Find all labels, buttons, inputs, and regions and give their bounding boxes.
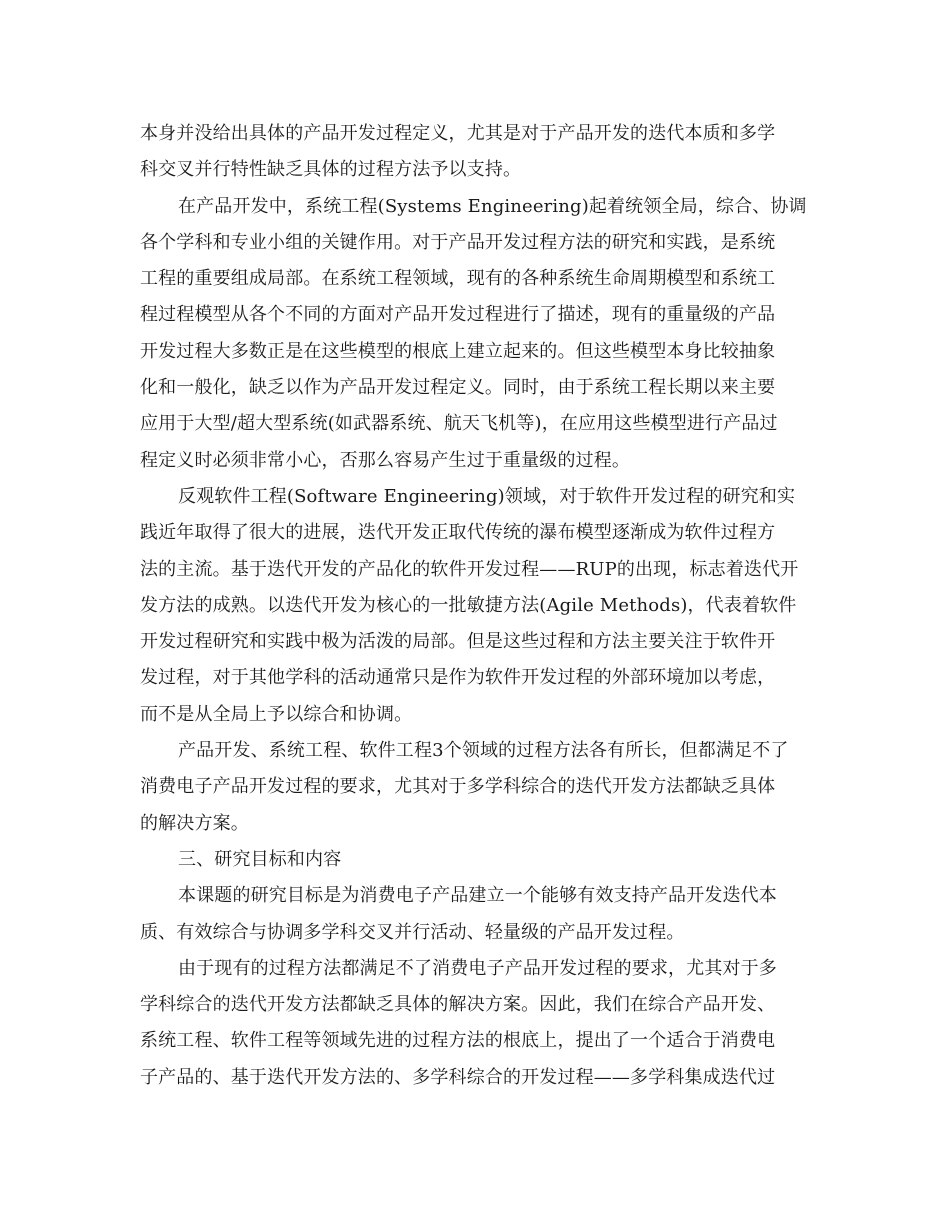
text-line: 践近年取得了很大的进展，迭代开发正取代传统的瀑布模型逐渐成为软件过程方 [140, 522, 776, 544]
text-line: 程定义时必须非常小心，否那么容易产生过于重量级的过程。 [140, 449, 631, 471]
text-line: 程过程模型从各个不同的方面对产品开发过程进行了描述，现有的重量级的产品 [140, 304, 776, 326]
text-line: 子产品的、基于迭代开发方法的、多学科综合的开发过程——多学科集成迭代过 [140, 1066, 776, 1088]
text-line: 在产品开发中，系统工程(Systems Engineering)起着统领全局，综合、协调 [178, 195, 807, 217]
text-line: 由于现有的过程方法都满足不了消费电子产品开发过程的要求，尤其对于多 [178, 957, 777, 979]
text-line: 发过程，对于其他学科的活动通常只是作为软件开发过程的外部环境加以考虑， [140, 667, 776, 689]
text-line: 工程的重要组成局部。在系统工程领域，现有的各种系统生命周期模型和系统工 [140, 268, 776, 290]
text-line: 开发过程大多数正是在这些模型的根底上建立起来的。但这些模型本身比较抽象 [140, 340, 776, 362]
text-line: 本课题的研究目标是为消费电子产品建立一个能够有效支持产品开发迭代本 [178, 885, 777, 907]
text-line: 反观软件工程(Software Engineering)领域，对于软件开发过程的研究和实 [178, 485, 796, 507]
text-line: 消费电子产品开发过程的要求，尤其对于多学科综合的迭代开发方法都缺乏具体 [140, 776, 776, 798]
text-line: 系统工程、软件工程等领域先进的过程方法的根底上，提出了一个适合于消费电 [140, 1030, 776, 1052]
text-line: 科交叉并行特性缺乏具体的过程方法予以支持。 [140, 159, 522, 181]
text-line: 应用于大型/超大型系统(如武器系统、航天飞机等)，在应用这些模型进行产品过 [140, 413, 778, 435]
text-line: 本身并没给出具体的产品开发过程定义，尤其是对于产品开发的迭代本质和多学 [140, 123, 776, 144]
text-line: 产品开发、系统工程、软件工程3个领域的过程方法各有所长，但都满足不了 [178, 740, 789, 762]
text-line: 学科综合的迭代开发方法都缺乏具体的解决方案。因此，我们在综合产品开发、 [140, 994, 776, 1016]
text-line: 化和一般化，缺乏以作为产品开发过程定义。同时，由于系统工程长期以来主要 [140, 377, 776, 399]
text-line: 发方法的成熟。以迭代开发为核心的一批敏捷方法(Agile Methods)，代表着软件 [140, 594, 797, 616]
text-line: 开发过程研究和实践中极为活泼的局部。但是这些过程和方法主要关注于软件开 [140, 631, 776, 653]
document-body [140, 116, 820, 1096]
section-heading: 三、研究目标和内容 [178, 848, 342, 870]
text-line: 各个学科和专业小组的关键作用。对于产品开发过程方法的研究和实践，是系统 [140, 231, 776, 253]
text-line: 质、有效综合与协调多学科交叉并行活动、轻量级的产品开发过程。 [140, 921, 685, 943]
text-line: 的解决方案。 [140, 812, 249, 834]
text-line: 法的主流。基于迭代开发的产品化的软件开发过程——RUP的出现，标志着迭代开 [140, 558, 799, 580]
text-line: 而不是从全局上予以综合和协调。 [140, 703, 413, 725]
